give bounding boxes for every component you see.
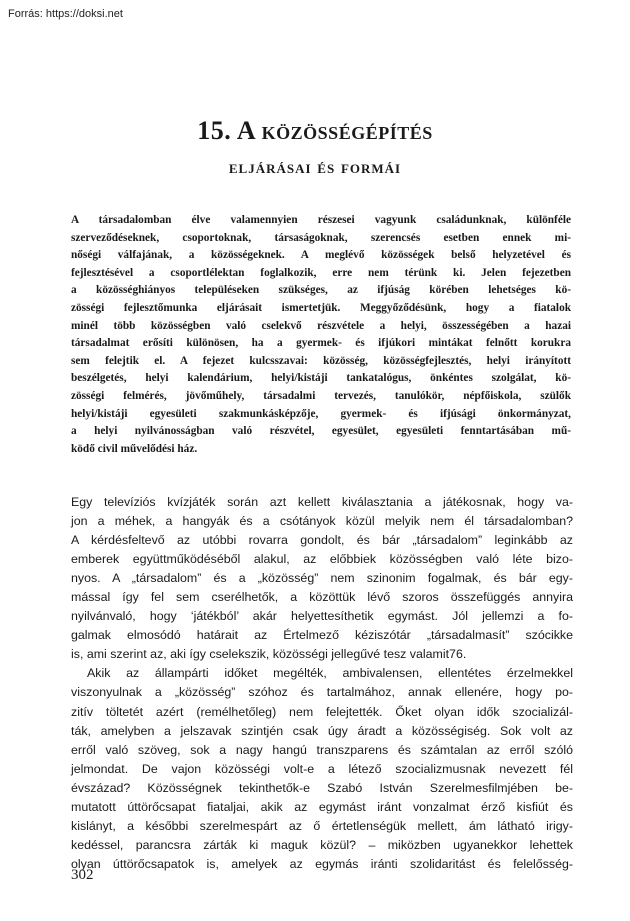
body-line: jon a méhek, a hangyák és a csótányok közül melyik nem él társadalomban? [71, 514, 573, 529]
body-line: A kérdésfeltevő az utóbbi rovarra gondolt, és bár „társadalom” leginkább az [71, 533, 573, 548]
abstract-line: beszélgetés, helyi kalendárium, helyi/kistáji tankatalógus, önkéntes szolgálat, kö- [71, 372, 571, 385]
body-line: ták, amelyben a jelszavak szintjén csak úgy áradt a közösségiség. Sok volt az [71, 723, 573, 738]
body-line: évszázad? Közösségnek tekinthetők-e Szabó István Szerelmesfilmjében be- [71, 780, 573, 795]
abstract-line: helyi/kistáji egyesületi szakmunkásképzője, gyermek- és ifjúsági önkormányzat, [71, 407, 571, 420]
abstract-line: sem felejtik el. A fejezet kulcsszavai: közösség, közösségfejlesztés, helyi irányított [71, 354, 571, 367]
body-line: kedéssel, parancsra zárták ki maguk közül? – miközben ugyanekkor lehettek [71, 837, 573, 852]
body-line: emberek együttműködéséből alakul, az előbbiek közösségben való léte bizo- [71, 552, 573, 567]
body-text [71, 493, 573, 874]
abstract-line: zösségi fejlesztőmunka eljárásait ismertetjük. Meggyőződésünk, hogy a fiatalok [71, 301, 571, 314]
body-line: olyan úttörőcsapatok is, amelyek az egymás iránti szolidaritást és felelősség- [71, 856, 573, 871]
body-line: nyos. A „társadalom” és a „közösség” nem szinonim fogalmak, és bár egy- [71, 571, 573, 586]
source-label: Forrás: https://doksi.net [8, 8, 123, 20]
abstract-line: A társadalomban élve valamennyien részesei vagyunk családunknak, különféle [71, 214, 571, 226]
body-line: mutatott úttörőcsapat fiataljai, akik az egymást iránt vonzalmat érző kisfiút és [71, 799, 573, 814]
abstract-line: nőségi válfajának, a közösségeknek. A meglévő közösségek belső helyzetével és [71, 249, 571, 262]
body-line: zitív töltetét azért (remélhetőleg) nem felejtették. Őket olyan idők szocializál- [71, 704, 573, 719]
chapter-title: 15. A közösségépítés [197, 116, 433, 145]
body-line: is, ami szerint az, aki így cselekszik, közösségi jellegűvé tesz valamit76. [71, 647, 467, 662]
chapter-abstract [71, 212, 571, 458]
abstract-line: a helyi nyilvánosságban való részvétel, egyesület, egyesületi fenntartásában mű- [71, 425, 571, 438]
body-line: galmak elmosódó határait az Értelmező kéziszótár „társadalmasít” szócikke [71, 628, 573, 643]
chapter-subtitle: eljárásai és formái [228, 157, 402, 178]
body-line: Akik az állampárti időket megélték, ambivalensen, ellentétes érzelmekkel [87, 666, 573, 681]
abstract-line: zösségi felmérés, jövőműhely, társadalmi tervezés, tanulókör, népfőiskola, szülők [71, 389, 571, 402]
abstract-line: fejlesztésével a csoportlélektan foglalkozik, erre nem térünk ki. Jelen fejezetben [71, 266, 571, 279]
abstract-line: szerveződéseknek, csoportoknak, társaságoknak, szerencsés esetben ennek mi- [71, 231, 571, 244]
body-line: kislányt, a későbbi szerelmespárt az ő értetlenségük mellett, ám látható irigy- [71, 818, 573, 833]
abstract-line: ködő civil művelődési ház. [71, 442, 198, 455]
body-line: mással így fel sem cserélhetők, a közöttük lévő szoros összefüggés annyira [71, 590, 573, 605]
body-line: viszonyulnak a „közösség” szóhoz és tartalmához, annak ellenére, hogy po- [71, 685, 573, 700]
body-line: erről való szöveg, sok a nagy hangú transzparens és számtalan az erről szóló [71, 742, 573, 757]
abstract-line: társadalmat erősíti különösen, ha a gyermek- és ifjúkori mintákat felnőtt korukra [71, 337, 571, 350]
abstract-line: minél több közösségben való cselekvő részvétele a helyi, összességében a hazai [71, 319, 571, 332]
body-line: Egy televíziós kvízjáték során azt kellett kiválasztania a játékosnak, hogy va- [71, 495, 573, 509]
body-line: nyilvánvaló, hogy ‘játékból’ akár helyettesíthetik egymást. Jól jellemzi a fo- [71, 609, 573, 624]
body-line: jelmondat. De vajon közösségi volt-e a létező szocializmusnak nevezett fél [71, 761, 573, 776]
abstract-line: a közösséghiányos településeken szükséges, az ifjúság körében lehetséges kö- [71, 284, 571, 297]
page-number: 302 [71, 867, 94, 883]
